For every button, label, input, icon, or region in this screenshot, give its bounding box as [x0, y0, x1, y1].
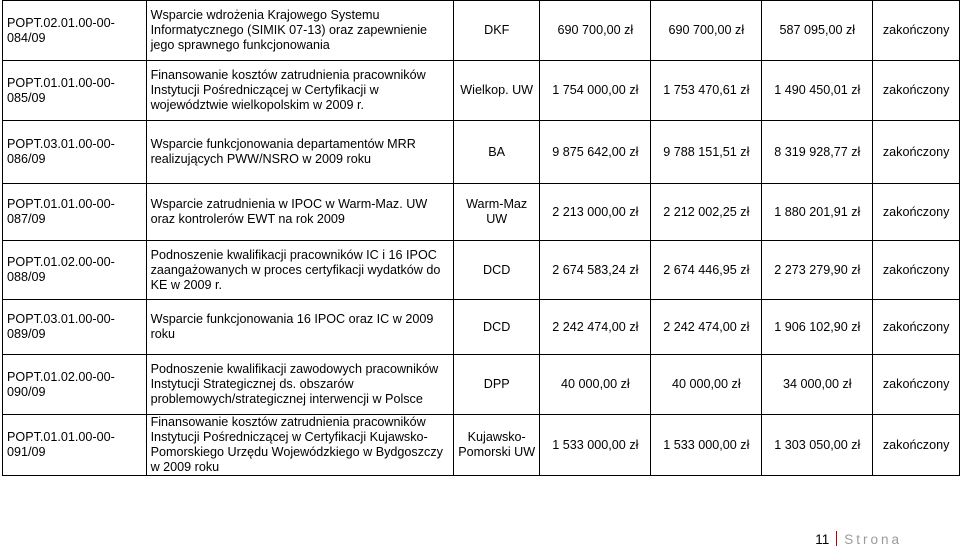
- amount-cofinancing: 1 303 050,00 zł: [762, 415, 873, 476]
- project-title: Finansowanie kosztów zatrudnienia pracowników Instytucji Pośredniczącej w Certyfikacji Kujawsko-Pomorskiego Urzędu Wojewódzkiego w Bydgoszczy w 2009 roku: [146, 415, 453, 476]
- amount-total: 2 213 000,00 zł: [540, 184, 651, 241]
- footer-separator: [836, 531, 837, 546]
- table-row: [3, 121, 960, 184]
- amount-eligible: 2 242 474,00 zł: [651, 300, 762, 355]
- amount-cofinancing: 1 880 201,91 zł: [762, 184, 873, 241]
- amount-total: 2 242 474,00 zł: [540, 300, 651, 355]
- project-unit: BA: [454, 121, 540, 184]
- project-status: zakończony: [873, 121, 960, 184]
- project-unit: Kujawsko-Pomorski UW: [454, 415, 540, 476]
- project-title: Finansowanie kosztów zatrudnienia pracowników Instytucji Pośredniczącej w Certyfikacji w województwie wielkopolskim w 2009 r.: [146, 61, 453, 121]
- amount-cofinancing: 587 095,00 zł: [762, 1, 873, 61]
- page-footer: [815, 531, 902, 547]
- page-number: 11: [815, 532, 830, 547]
- project-id: POPT.01.01.00-00-085/09: [3, 61, 147, 121]
- page-label: Strona: [844, 532, 902, 547]
- amount-eligible: 40 000,00 zł: [651, 355, 762, 415]
- project-id: POPT.01.01.00-00-091/09: [3, 415, 147, 476]
- table-row: [3, 355, 960, 415]
- amount-total: 2 674 583,24 zł: [540, 241, 651, 300]
- projects-table: [2, 0, 960, 476]
- amount-eligible: 1 533 000,00 zł: [651, 415, 762, 476]
- project-title: Wsparcie zatrudnienia w IPOC w Warm-Maz. UW oraz kontrolerów EWT na rok 2009: [146, 184, 453, 241]
- amount-eligible: 690 700,00 zł: [651, 1, 762, 61]
- project-unit: Wielkop. UW: [454, 61, 540, 121]
- project-title: Wsparcie wdrożenia Krajowego Systemu Informatycznego (SIMIK 07-13) oraz zapewnienie jego sprawnego funkcjonowania: [146, 1, 453, 61]
- project-status: zakończony: [873, 300, 960, 355]
- table-row: [3, 300, 960, 355]
- project-status: zakończony: [873, 415, 960, 476]
- project-id: POPT.03.01.00-00-089/09: [3, 300, 147, 355]
- project-title: Wsparcie funkcjonowania 16 IPOC oraz IC w 2009 roku: [146, 300, 453, 355]
- amount-eligible: 2 212 002,25 zł: [651, 184, 762, 241]
- table-row: [3, 61, 960, 121]
- table-row: [3, 1, 960, 61]
- project-unit: DKF: [454, 1, 540, 61]
- amount-eligible: 9 788 151,51 zł: [651, 121, 762, 184]
- project-title: Wsparcie funkcjonowania departamentów MRR realizujących PWW/NSRO w 2009 roku: [146, 121, 453, 184]
- amount-total: 9 875 642,00 zł: [540, 121, 651, 184]
- project-status: zakończony: [873, 61, 960, 121]
- table-row: [3, 241, 960, 300]
- project-unit: DCD: [454, 300, 540, 355]
- project-status: zakończony: [873, 241, 960, 300]
- project-id: POPT.02.01.00-00-084/09: [3, 1, 147, 61]
- amount-total: 1 754 000,00 zł: [540, 61, 651, 121]
- project-status: zakończony: [873, 1, 960, 61]
- project-title: Podnoszenie kwalifikacji zawodowych pracowników Instytucji Strategicznej ds. obszarów problemowych/strategicznej interwencji w Polsce: [146, 355, 453, 415]
- project-id: POPT.01.02.00-00-088/09: [3, 241, 147, 300]
- project-title: Podnoszenie kwalifikacji pracowników IC i 16 IPOC zaangażowanych w proces certyfikacji wydatków do KE w 2009 r.: [146, 241, 453, 300]
- amount-cofinancing: 34 000,00 zł: [762, 355, 873, 415]
- amount-cofinancing: 1 906 102,90 zł: [762, 300, 873, 355]
- amount-total: 40 000,00 zł: [540, 355, 651, 415]
- project-unit: DPP: [454, 355, 540, 415]
- project-status: zakończony: [873, 355, 960, 415]
- table-row: [3, 415, 960, 476]
- amount-eligible: 2 674 446,95 zł: [651, 241, 762, 300]
- amount-cofinancing: 8 319 928,77 zł: [762, 121, 873, 184]
- project-id: POPT.03.01.00-00-086/09: [3, 121, 147, 184]
- amount-cofinancing: 1 490 450,01 zł: [762, 61, 873, 121]
- amount-total: 1 533 000,00 zł: [540, 415, 651, 476]
- project-unit: DCD: [454, 241, 540, 300]
- table-row: [3, 184, 960, 241]
- project-unit: Warm-Maz UW: [454, 184, 540, 241]
- project-id: POPT.01.01.00-00-087/09: [3, 184, 147, 241]
- amount-cofinancing: 2 273 279,90 zł: [762, 241, 873, 300]
- project-status: zakończony: [873, 184, 960, 241]
- project-id: POPT.01.02.00-00-090/09: [3, 355, 147, 415]
- amount-total: 690 700,00 zł: [540, 1, 651, 61]
- amount-eligible: 1 753 470,61 zł: [651, 61, 762, 121]
